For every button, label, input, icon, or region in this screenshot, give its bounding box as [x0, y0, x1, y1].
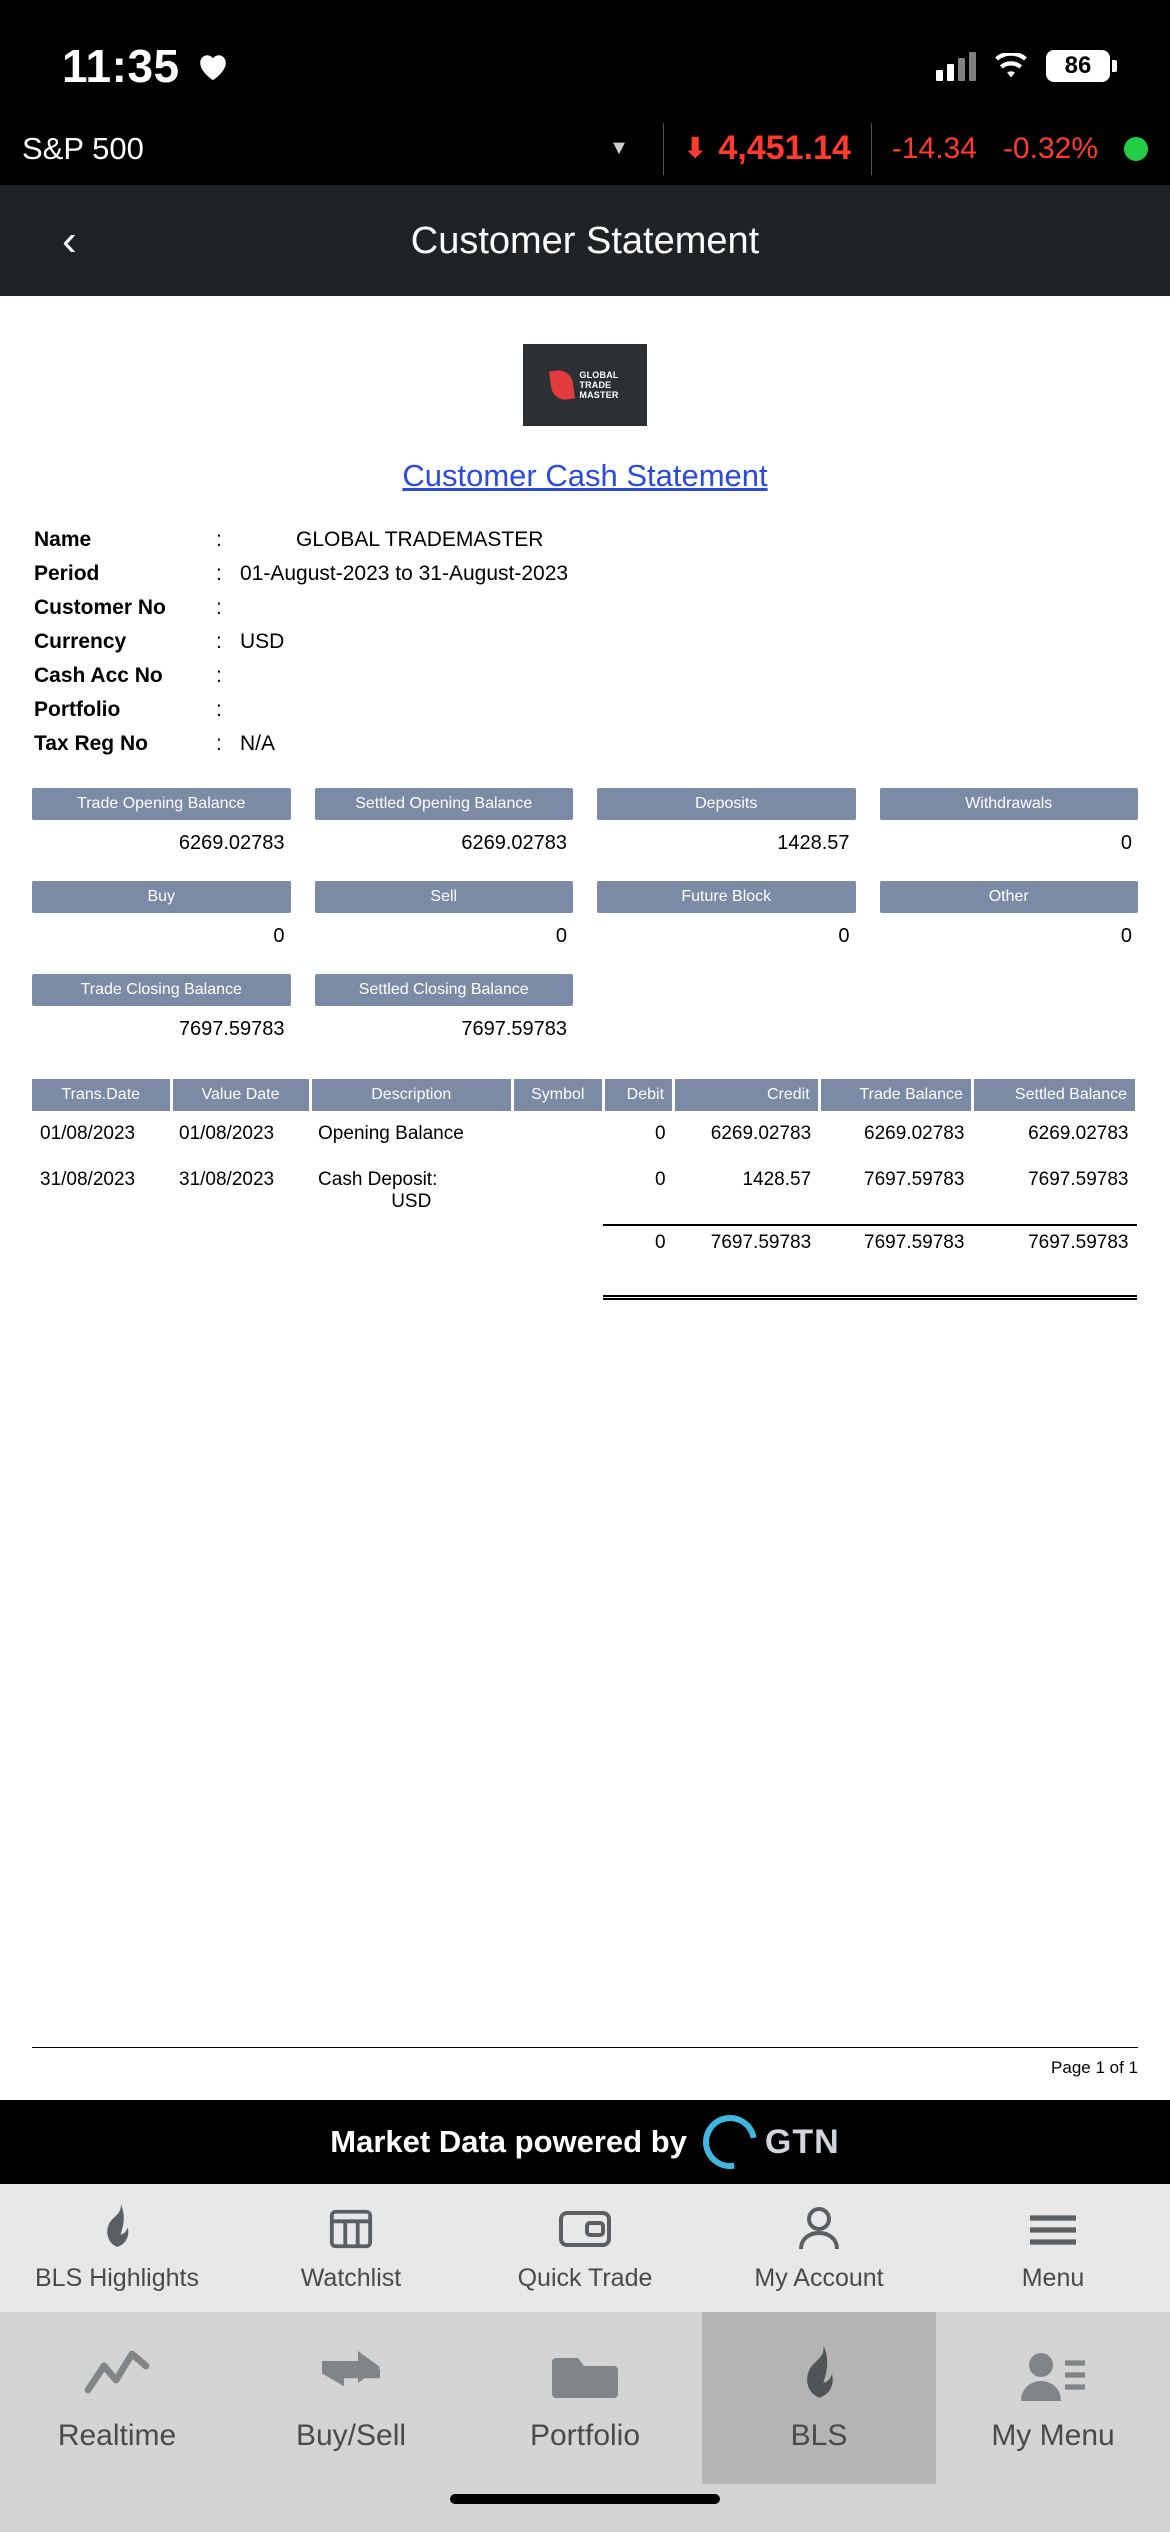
tab-bls-highlights[interactable] [0, 2204, 234, 2293]
powered-by-text: Market Data powered by [330, 2124, 687, 2159]
navigation-bar [0, 186, 1170, 296]
summary-cell [597, 881, 856, 948]
chevron-down-icon[interactable]: ▼ [609, 137, 629, 159]
meta-value [240, 660, 1136, 692]
logo-line-1: GLOBAL [579, 370, 619, 380]
page-footer: Page 1 of 1 [32, 2047, 1138, 2078]
tab-label: Menu [1021, 2263, 1085, 2292]
meta-key: Period [34, 562, 100, 585]
summary-label: Sell [315, 881, 574, 913]
statement-title: Customer Cash Statement [402, 458, 768, 493]
tab-label: BLS [790, 2419, 848, 2452]
statement-document [0, 296, 1170, 2100]
ticker-price-group [684, 129, 851, 168]
ticker-change: -14.34 [891, 131, 977, 165]
summary-label: Trade Opening Balance [32, 788, 291, 820]
summary-label: Withdrawals [880, 788, 1139, 820]
heart-icon [196, 50, 230, 82]
secondary-tab-bar [0, 2312, 1170, 2484]
summary-label: Buy [32, 881, 291, 913]
status-bar-left [62, 39, 230, 93]
cell-debit: 0 [654, 1169, 666, 1190]
meta-row [34, 694, 1136, 726]
summary-value: 0 [838, 925, 850, 947]
meta-key: Name [34, 528, 92, 551]
summary-value: 1428.57 [777, 832, 850, 854]
gtn-swirl-icon [692, 2104, 767, 2179]
cell-settled-balance: 6269.02783 [1028, 1123, 1129, 1144]
transactions-header [32, 1079, 1137, 1111]
totals-spacer [171, 1225, 310, 1297]
totals-settled-balance: 7697.59783 [972, 1225, 1136, 1297]
meta-sep: : [216, 528, 222, 551]
tab-portfolio[interactable] [468, 2312, 702, 2484]
battery-indicator: 86 [1046, 50, 1110, 82]
summary-value: 6269.02783 [461, 832, 567, 854]
transactions-table [32, 1079, 1138, 1300]
meta-row [34, 524, 1136, 556]
totals-credit: 7697.59783 [674, 1225, 820, 1297]
summary-cell [880, 881, 1139, 948]
cell-description-line2: USD [391, 1191, 432, 1212]
cellular-signal-icon [936, 51, 976, 81]
down-arrow-icon: ⬇ [683, 133, 707, 163]
primary-tab-bar [0, 2184, 1170, 2312]
home-indicator [0, 2484, 1170, 2532]
summary-label: Other [880, 881, 1139, 913]
chevron-left-icon[interactable]: ‹ [62, 216, 77, 265]
meta-key: Portfolio [34, 698, 121, 721]
meta-sep: : [216, 698, 222, 721]
divider [663, 123, 664, 175]
totals-spacer [32, 1225, 171, 1297]
hamburger-icon [1028, 2204, 1078, 2254]
ticker-percent: -0.32% [1002, 131, 1098, 165]
meta-sep: : [216, 664, 222, 687]
cell-trans-date: 01/08/2023 [40, 1123, 136, 1144]
meta-row [34, 728, 1136, 760]
summary-value: 0 [555, 925, 567, 947]
meta-row [34, 592, 1136, 624]
cell-trade-balance: 7697.59783 [864, 1169, 965, 1190]
summary-cell [315, 974, 574, 1041]
cell-credit: 1428.57 [742, 1169, 812, 1190]
tab-label: Buy/Sell [295, 2419, 407, 2452]
tab-my-account[interactable] [702, 2204, 936, 2293]
meta-key: Tax Reg No [34, 732, 148, 755]
cell-trade-balance: 6269.02783 [864, 1123, 965, 1144]
tab-label: Realtime [57, 2419, 177, 2452]
ticker-price: 4,451.14 [718, 129, 851, 167]
tab-label: My Menu [991, 2419, 1115, 2452]
ticker-symbol[interactable]: S&P 500 [22, 130, 144, 166]
tab-buy-sell[interactable] [234, 2312, 468, 2484]
summary-spacer [597, 974, 856, 1041]
meta-key: Currency [34, 630, 127, 653]
gtn-brand-text: GTN [764, 2122, 840, 2161]
status-bar-right [936, 50, 1110, 82]
col-symbol: Symbol [512, 1079, 603, 1111]
summary-cell [32, 788, 291, 855]
meta-row [34, 558, 1136, 590]
tab-label: Quick Trade [517, 2263, 653, 2292]
table-totals-row [32, 1225, 1137, 1297]
totals-debit: 0 [603, 1225, 674, 1297]
meta-key: Customer No [34, 596, 166, 619]
summary-value: 6269.02783 [178, 832, 285, 854]
summary-value: 0 [273, 925, 285, 947]
meta-value: USD [240, 630, 285, 653]
table-row [32, 1157, 1137, 1225]
col-trade-balance: Trade Balance [819, 1079, 972, 1111]
meta-sep: : [216, 630, 222, 653]
meta-value: GLOBAL TRADEMASTER [296, 528, 544, 551]
meta-value [240, 592, 1136, 624]
meta-sep: : [216, 562, 222, 585]
tab-quick-trade[interactable] [468, 2204, 702, 2293]
summary-cell [315, 788, 574, 855]
cell-description [310, 1157, 512, 1225]
cell-value-date: 01/08/2023 [179, 1123, 275, 1144]
col-description: Description [310, 1079, 512, 1111]
flame-icon [95, 2204, 139, 2254]
tab-label: My Account [754, 2263, 884, 2292]
summary-row [32, 788, 1138, 855]
status-time: 11:35 [62, 40, 180, 92]
summary-label: Settled Closing Balance [315, 974, 574, 1006]
summary-label: Deposits [597, 788, 856, 820]
summary-label: Trade Closing Balance [32, 974, 291, 1006]
logo-text [579, 370, 618, 400]
totals-trade-balance: 7697.59783 [819, 1225, 972, 1297]
person-icon [797, 2204, 841, 2254]
statement-meta-table [32, 522, 1138, 762]
tab-label: BLS Highlights [35, 2263, 199, 2292]
col-trans-date: Trans.Date [32, 1079, 171, 1111]
summary-cell [597, 788, 856, 855]
summary-label: Settled Opening Balance [315, 788, 574, 820]
logo-line-3: MASTER [579, 390, 619, 400]
powered-by-bar [0, 2100, 1170, 2184]
flame-icon [549, 369, 575, 402]
col-debit: Debit [603, 1079, 674, 1111]
gtn-logo [703, 2115, 840, 2169]
tab-watchlist[interactable] [234, 2204, 468, 2293]
cell-trans-date: 31/08/2023 [40, 1169, 136, 1190]
chart-line-icon [84, 2343, 150, 2409]
summary-value: 0 [1120, 925, 1132, 947]
folder-icon [552, 2343, 618, 2409]
col-settled-balance: Settled Balance [972, 1079, 1136, 1111]
cell-settled-balance: 7697.59783 [1028, 1169, 1129, 1190]
meta-key: Cash Acc No [34, 664, 163, 687]
summary-spacer [880, 974, 1139, 1041]
table-row [32, 1111, 1137, 1157]
grid-table-icon [327, 2204, 375, 2254]
summary-cell [880, 788, 1139, 855]
person-lines-icon [1019, 2343, 1087, 2409]
market-status-dot [1124, 137, 1148, 161]
tab-menu[interactable] [936, 2204, 1170, 2293]
company-logo [523, 344, 647, 426]
home-indicator-bar [450, 2494, 720, 2504]
tab-bls[interactable] [702, 2312, 936, 2484]
cell-credit: 6269.02783 [710, 1123, 812, 1144]
totals-spacer [310, 1225, 512, 1297]
cell-value-date: 31/08/2023 [179, 1169, 275, 1190]
meta-value: 01-August-2023 to 31-August-2023 [240, 562, 569, 585]
tab-realtime[interactable] [0, 2312, 234, 2484]
meta-value: N/A [240, 732, 276, 755]
col-credit: Credit [674, 1079, 820, 1111]
summary-label: Future Block [597, 881, 856, 913]
divider-2 [871, 123, 872, 175]
meta-row [34, 660, 1136, 692]
summary-cell [32, 974, 291, 1041]
wifi-icon [994, 53, 1028, 79]
totals-spacer [512, 1225, 603, 1297]
summary-value: 7697.59783 [461, 1018, 567, 1040]
summary-row [32, 974, 1138, 1041]
cell-symbol [512, 1111, 603, 1157]
tab-my-menu[interactable] [936, 2312, 1170, 2484]
summary-value: 0 [1120, 832, 1132, 854]
page-title: Customer Statement [410, 219, 760, 262]
summary-value: 7697.59783 [178, 1018, 285, 1040]
summary-cell [315, 881, 574, 948]
flame-icon [793, 2343, 845, 2409]
cell-symbol [512, 1157, 603, 1225]
tab-label: Watchlist [300, 2263, 402, 2292]
status-bar [0, 0, 1170, 112]
meta-row [34, 626, 1136, 658]
summary-row [32, 881, 1138, 948]
cell-description: Opening Balance [318, 1123, 464, 1144]
logo-line-2: TRADE [579, 380, 612, 390]
card-icon [559, 2204, 611, 2254]
meta-value [240, 694, 1136, 726]
meta-sep: : [216, 596, 222, 619]
cell-description-line1: Cash Deposit: [318, 1169, 438, 1190]
meta-sep: : [216, 732, 222, 755]
summary-cell [32, 881, 291, 948]
arrows-exchange-icon [316, 2343, 386, 2409]
col-value-date: Value Date [171, 1079, 310, 1111]
cell-debit: 0 [654, 1123, 666, 1144]
transactions-body [32, 1111, 1137, 1297]
table-header-row [32, 1079, 1137, 1111]
tab-label: Portfolio [529, 2419, 641, 2452]
market-ticker-bar[interactable] [0, 112, 1170, 186]
